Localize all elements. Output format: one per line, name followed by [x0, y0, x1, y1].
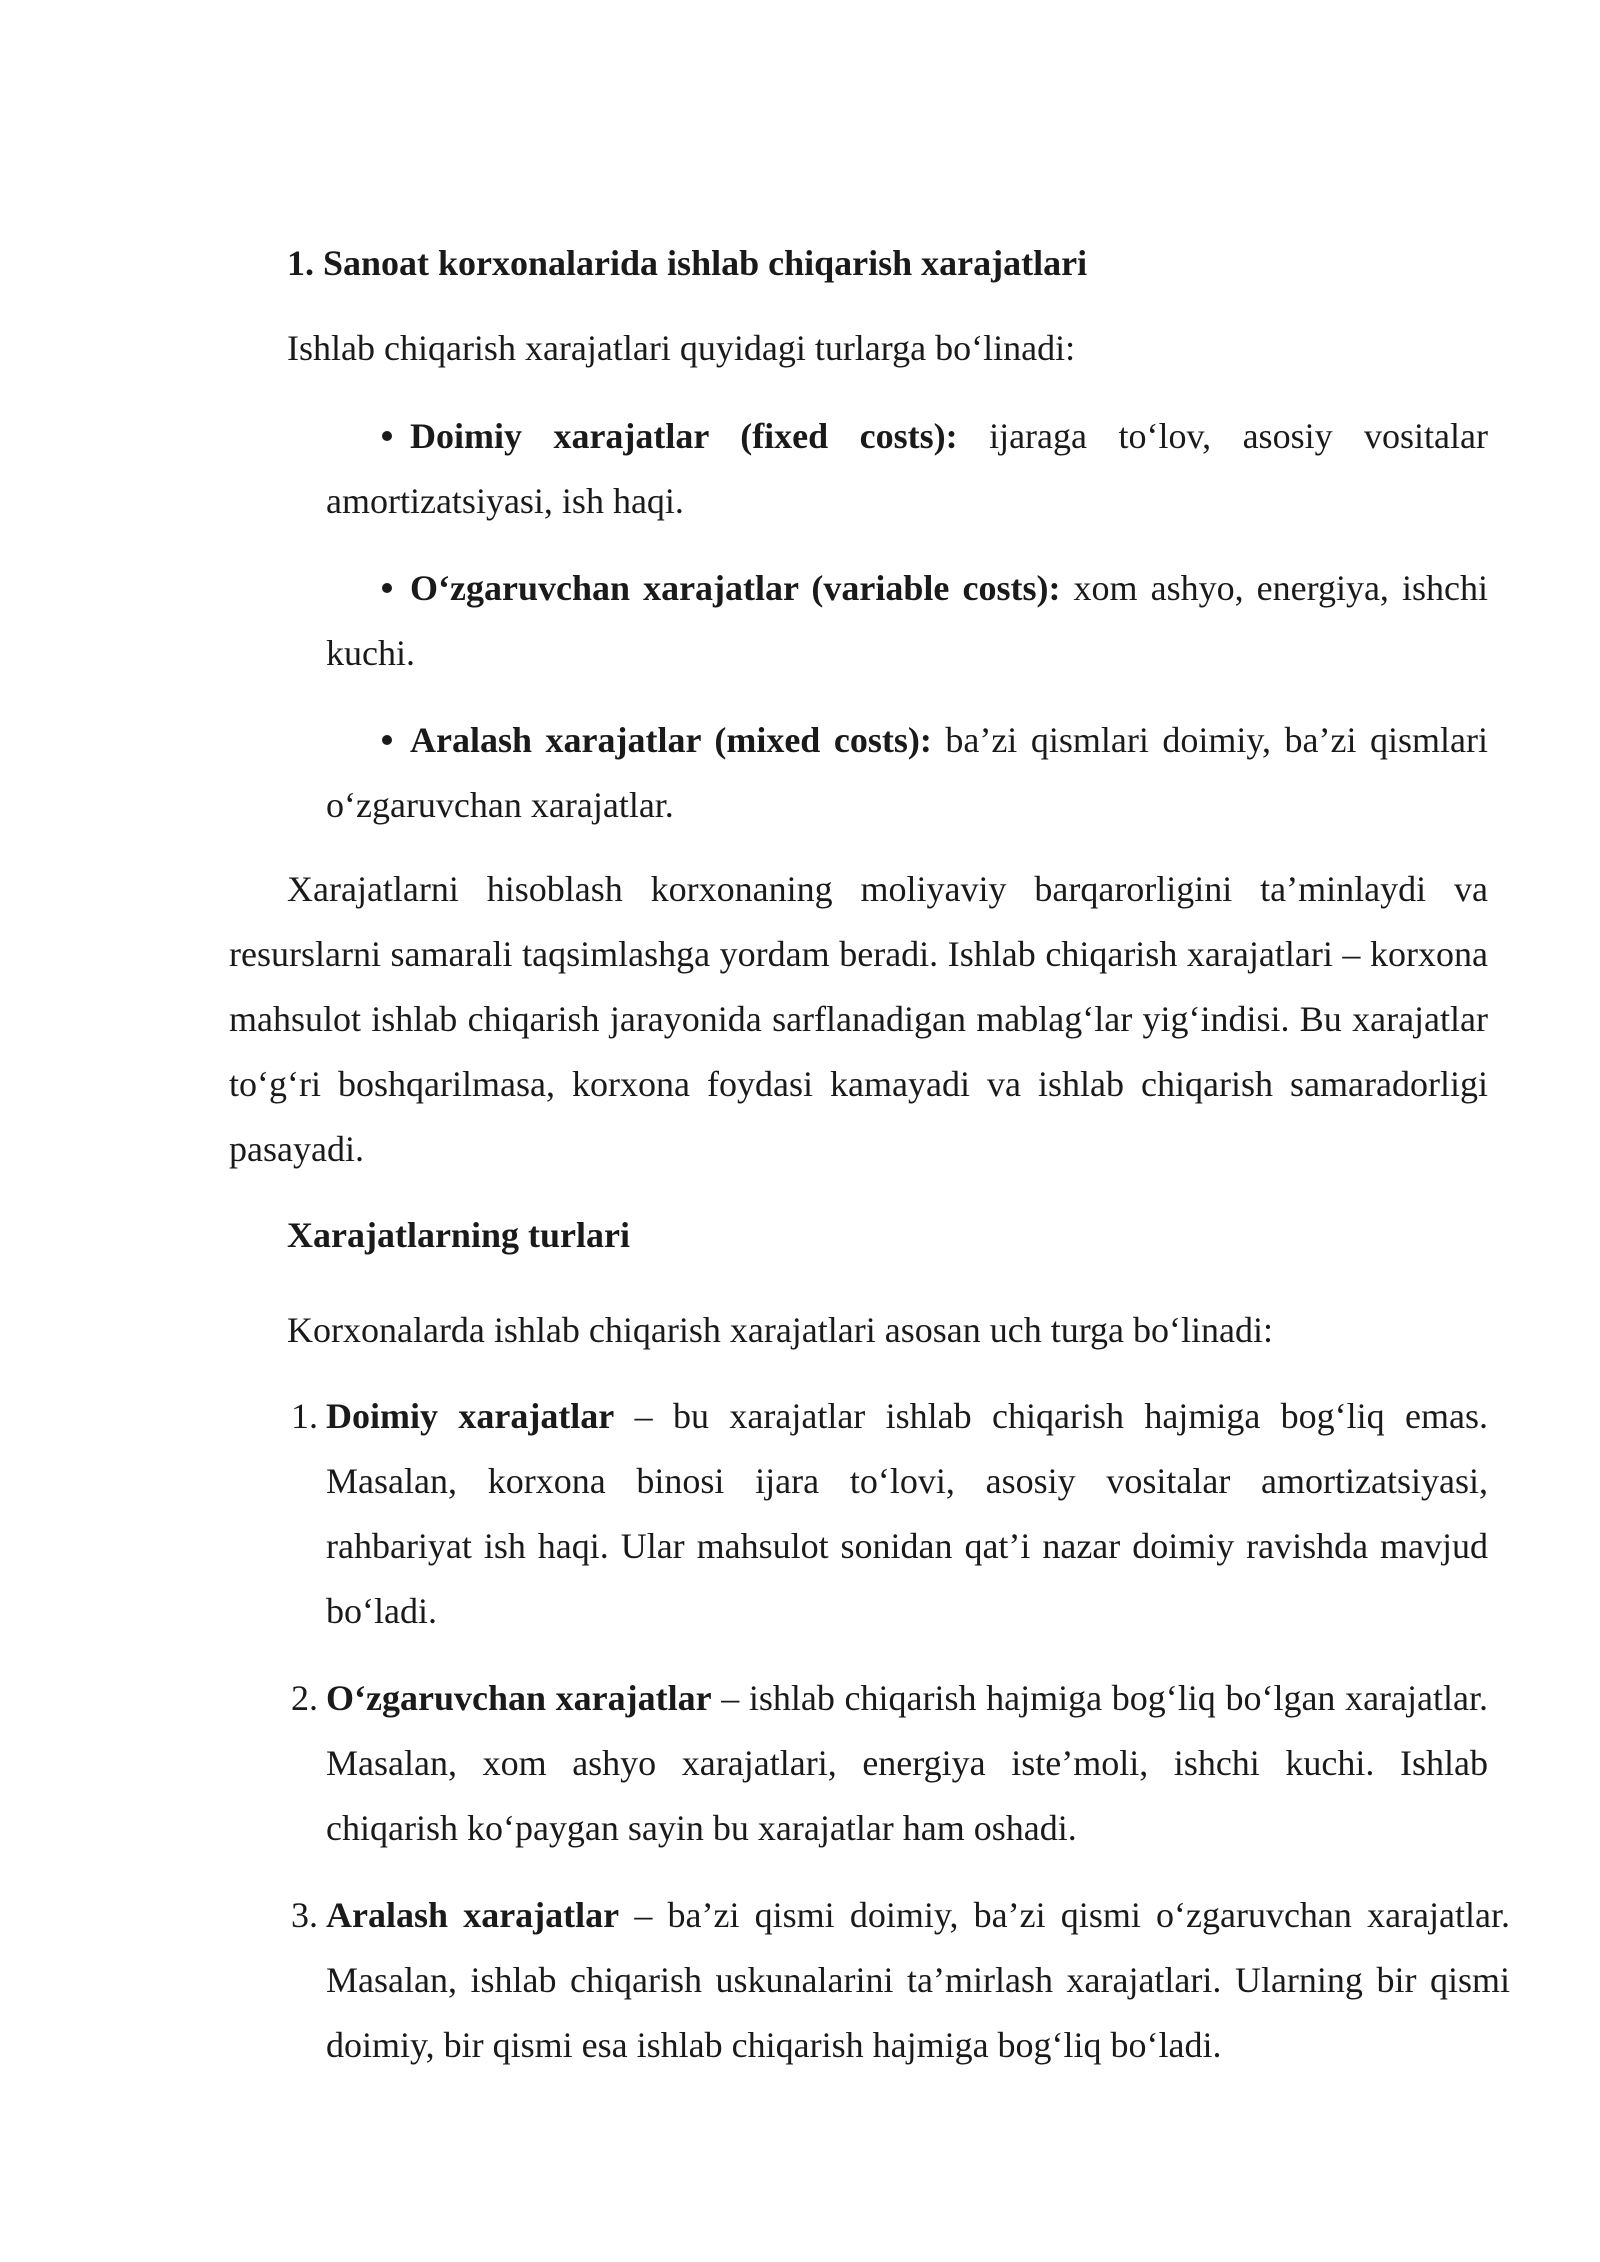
intro-text: Ishlab chiqarish xarajatlari quyidagi turlarga bo‘linadi: — [287, 328, 1076, 368]
cost-types-numbered-list — [291, 1384, 1510, 2100]
bullet-term: O‘zgaruvchan xarajatlar (variable costs): — [410, 568, 1061, 608]
subsection-intro-text: Korxonalarda ishlab chiqarish xarajatlari asosan uch turga bo‘linadi: — [287, 1310, 1274, 1350]
bullet-icon — [382, 735, 392, 745]
cost-types-bullet-list — [326, 404, 1488, 860]
bullet-icon — [382, 431, 392, 441]
bullet-text: ba’zi qismlari doimiy, ba’zi qismlari o‘zgaruvchan xarajatlar. — [326, 720, 1488, 825]
list-number: 1. — [291, 1396, 318, 1436]
subsection-heading: Xarajatlarning turlari — [287, 1215, 630, 1255]
list-term: Doimiy xarajatlar — [326, 1396, 615, 1436]
bullet-icon — [382, 583, 392, 593]
list-text: – bu xarajatlar ishlab chiqarish hajmiga bog‘liq emas. Masalan, korxona binosi ijara to‘lovi, asosiy vositalar amortizatsiyasi, rahbariyat ish haqi. Ular mahsulot sonidan qat’i nazar doimiy ravishda mavjud bo‘ladi. — [326, 1396, 1488, 1631]
bullet-text: ijaraga to‘lov, asosiy vositalar amortizatsiyasi, ish haqi. — [326, 416, 1489, 521]
list-text: – ishlab chiqarish hajmiga bog‘liq bo‘lgan xarajatlar. Masalan, xom ashyo xarajatlari, energiya iste’moli, ishchi kuchi. Ishlab chiqarish ko‘paygan sayin bu xarajatlar ham oshadi. — [326, 1678, 1488, 1848]
list-text: – ba’zi qismi doimiy, ba’zi qismi o‘zgaruvchan xarajatlar. Masalan, ishlab chiqarish uskunalarini ta’mirlash xarajatlari. Ularning bir qismi doimiy, bir qismi esa ishlab chiqarish hajmiga bog‘liq bo‘ladi. — [326, 1895, 1510, 2065]
list-term: Aralash xarajatlar — [326, 1895, 620, 1935]
body-paragraph: Xarajatlarni hisoblash korxonaning moliyaviy barqarorligini ta’minlaydi va resurslarni samarali taqsimlashga yordam beradi. Ishlab chiqarish xarajatlari – korxona mahsulot ishlab chiqarish jarayonida sarflanadigan mablag‘lar yig‘indisi. Bu xarajatlar to‘g‘ri boshqarilmasa, korxona foydasi kamayadi va ishlab chiqarish samaradorligi pasayadi. — [229, 869, 1488, 1169]
list-term: O‘zgaruvchan xarajatlar — [326, 1678, 712, 1718]
list-number: 3. — [291, 1895, 318, 1935]
bullet-term: Aralash xarajatlar (mixed costs): — [410, 720, 932, 760]
list-number: 2. — [291, 1678, 318, 1718]
bullet-text: xom ashyo, energiya, ishchi kuchi. — [326, 568, 1488, 673]
bullet-item — [326, 556, 1488, 686]
bullet-term: Doimiy xarajatlar (fixed costs): — [410, 416, 958, 456]
section-heading: 1. Sanoat korxonalarida ishlab chiqarish xarajatlari — [287, 243, 1088, 283]
bullet-item — [326, 708, 1488, 838]
list-item — [291, 1883, 1510, 2078]
bullet-item — [326, 404, 1488, 534]
list-item — [291, 1384, 1488, 1644]
document-page — [229, 0, 1510, 2262]
list-item — [291, 1666, 1488, 1861]
